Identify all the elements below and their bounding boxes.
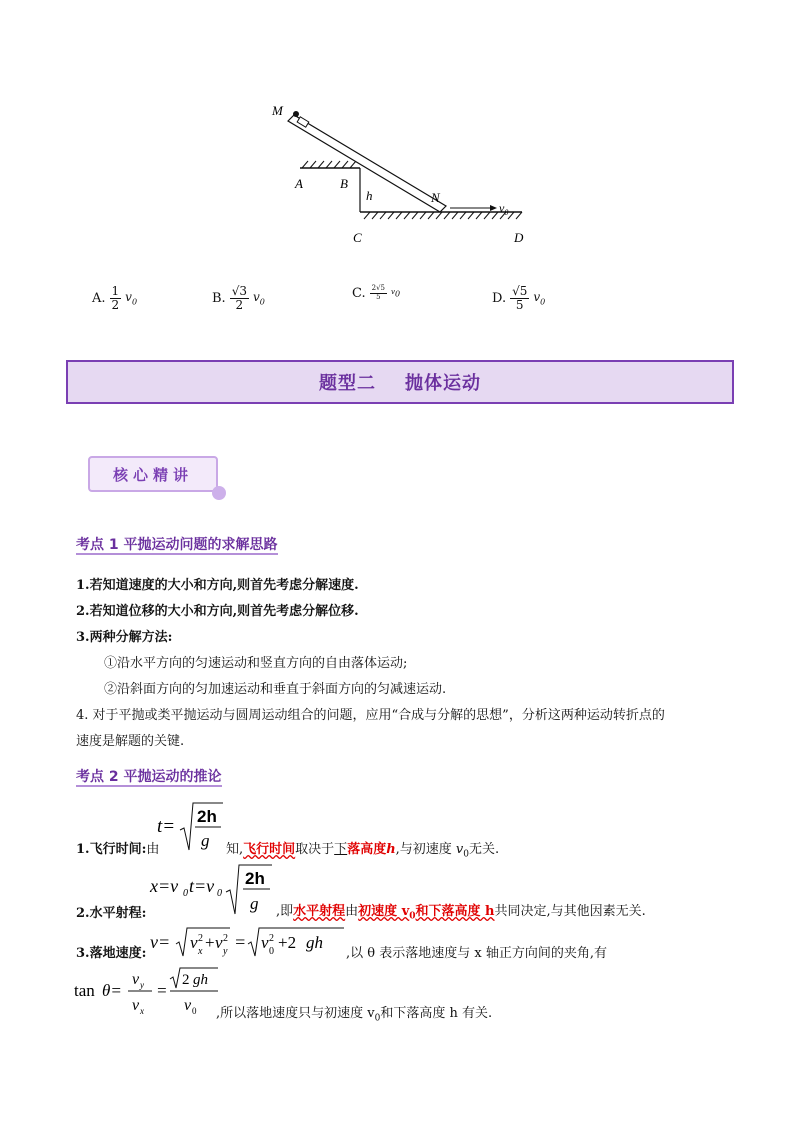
svg-text:2: 2 — [269, 933, 274, 944]
svg-text:+2: +2 — [278, 933, 297, 952]
range-desc — [276, 900, 646, 922]
svg-text:0: 0 — [269, 946, 274, 957]
landing-label: 3.落地速度: — [76, 946, 147, 961]
landing-t3: 和下落高度 h 有关. — [380, 1006, 493, 1021]
svg-text:gh: gh — [193, 972, 208, 988]
svg-text:v: v — [215, 933, 223, 952]
svg-text:0: 0 — [183, 888, 188, 899]
formula-range — [148, 862, 278, 916]
svg-text:0: 0 — [217, 888, 222, 899]
flight-time-line — [76, 838, 159, 857]
svg-text:y: y — [140, 980, 144, 990]
option-a[interactable] — [92, 285, 137, 312]
svg-text:v: v — [184, 997, 192, 1014]
option-fraction: $\frac{√5}{5}$ — [512, 284, 528, 313]
kaodian1-item-3: 3.两种分解方法: — [76, 630, 173, 645]
formula-landing-velocity — [148, 924, 348, 960]
option-letter: A. — [92, 291, 106, 307]
option-c[interactable] — [352, 285, 400, 301]
option-v0: $v_0$ — [533, 290, 546, 307]
formula-tan-theta — [72, 964, 222, 1018]
flight-v-sub: 0 — [463, 849, 470, 860]
svg-text:2: 2 — [198, 933, 203, 944]
kaodian1-title — [76, 534, 278, 554]
svg-text:2: 2 — [182, 972, 190, 988]
svg-text:+: + — [205, 933, 215, 952]
option-fraction: $\frac{2√5}{5}$ — [371, 284, 385, 301]
flight-h: h — [386, 842, 396, 857]
svg-text:v: v — [132, 997, 140, 1014]
kaodian1-item-3a: ①沿水平方向的匀速运动和竖直方向的自由落体运动; — [104, 656, 408, 671]
kaodian1-item-4: 4. 对于平抛或类平抛运动与圆周运动组合的问题，应用“合成与分解的思想”，分析这两种运动转折点的 — [76, 708, 665, 723]
option-v0: $v_0$ — [125, 290, 138, 307]
kaodian1-item-2: 2.若知道位移的大小和方向,则首先考虑分解位移. — [76, 604, 359, 619]
label-N: N — [431, 190, 440, 205]
svg-text:=: = — [156, 981, 168, 1000]
range-t1: ,即 — [276, 904, 294, 919]
flight-t7: ,与初速度 — [395, 842, 456, 857]
label-A: A — [295, 176, 303, 191]
svg-text:2h: 2h — [197, 807, 217, 826]
option-v0: $v_0$ — [391, 287, 401, 299]
svg-text:t=v: t=v — [189, 876, 215, 896]
flight-height: 落高度 — [347, 842, 387, 857]
svg-text:x: x — [198, 946, 203, 957]
svg-text:tan: tan — [74, 981, 95, 1000]
option-letter: B. — [212, 291, 226, 307]
svg-text:gh: gh — [306, 933, 323, 952]
label-v0: $v_0$ — [499, 201, 509, 217]
flight-label: 1.飞行时间: — [76, 842, 147, 857]
badge-dot — [212, 486, 226, 500]
flight-t4: 下 — [334, 842, 348, 857]
flight-v: v — [455, 842, 464, 857]
option-b[interactable] — [212, 285, 265, 312]
option-letter: D. — [492, 291, 507, 307]
badge-label: 核心精讲 — [112, 465, 193, 484]
option-fraction: $\frac{√3}{2}$ — [231, 284, 247, 313]
option-fraction: $\frac{1}{2}$ — [111, 284, 120, 313]
label-B: B — [340, 176, 348, 191]
svg-text:0: 0 — [192, 1006, 197, 1016]
svg-text:v: v — [132, 971, 140, 988]
formula-flight-time — [155, 800, 225, 852]
range-v0-sub: 0 — [409, 911, 416, 922]
svg-text:2: 2 — [223, 933, 228, 944]
kaodian1-item-4-cont: 速度是解题的关键. — [76, 734, 185, 749]
label-D: D — [514, 230, 524, 245]
flight-t9: 无关. — [469, 842, 500, 857]
option-letter: C. — [352, 285, 366, 301]
kaodian2-title — [76, 766, 222, 786]
section-title: 题型二 抛体运动 — [318, 373, 482, 394]
option-v0: $v_0$ — [252, 290, 265, 307]
landing-conclusion — [216, 1002, 492, 1024]
svg-text:2h: 2h — [245, 869, 265, 888]
svg-text:v=: v= — [150, 932, 171, 952]
landing-desc: ,以 θ 表示落地速度与 x 轴正方向间的夹角,有 — [346, 946, 607, 961]
svg-text:t=: t= — [157, 816, 176, 837]
badge-box — [88, 456, 218, 492]
label-M: M — [272, 103, 283, 118]
flight-pre: 由 — [146, 842, 160, 857]
kaodian1-item-3b: ②沿斜面方向的匀加速运动和垂直于斜面方向的匀减速运动. — [104, 682, 447, 697]
range-highlight: 水平射程 — [293, 904, 346, 919]
label-C: C — [353, 230, 362, 245]
svg-text:g: g — [250, 894, 259, 913]
label-h: h — [366, 188, 373, 203]
incline-diagram — [250, 95, 550, 255]
svg-text:θ=: θ= — [102, 981, 122, 1000]
section-banner — [66, 360, 734, 404]
range-v0: 初速度 v — [358, 904, 410, 919]
svg-text:y: y — [223, 946, 228, 957]
svg-text:g: g — [201, 831, 210, 850]
svg-text:v: v — [190, 933, 198, 952]
kaodian1-title-text: 考点 1 平抛运动问题的求解思路 — [76, 537, 278, 553]
landing-t2: ,所以落地速度只与初速度 v — [216, 1006, 375, 1021]
flight-t3: 取决于 — [295, 842, 335, 857]
kaodian2-title-text: 考点 2 平抛运动的推论 — [76, 769, 222, 785]
svg-text:x: x — [140, 1006, 144, 1016]
range-label: 2.水平射程: — [76, 906, 147, 921]
svg-text:v: v — [261, 933, 269, 952]
flight-highlight: 飞行时间 — [243, 842, 296, 857]
svg-text:x=v: x=v — [150, 876, 179, 896]
svg-text:=: = — [234, 932, 247, 952]
range-t6: 共同决定,与其他因素无关. — [494, 904, 646, 919]
core-badge — [88, 456, 228, 498]
range-h: 和下落高度 h — [415, 904, 495, 919]
flight-time-desc — [226, 838, 499, 860]
range-t3: 由 — [345, 904, 359, 919]
landing-v0-sub: 0 — [374, 1013, 381, 1024]
option-d[interactable] — [492, 285, 545, 312]
flight-t1: 知, — [226, 842, 244, 857]
kaodian1-item-1: 1.若知道速度的大小和方向,则首先考虑分解速度. — [76, 578, 359, 593]
